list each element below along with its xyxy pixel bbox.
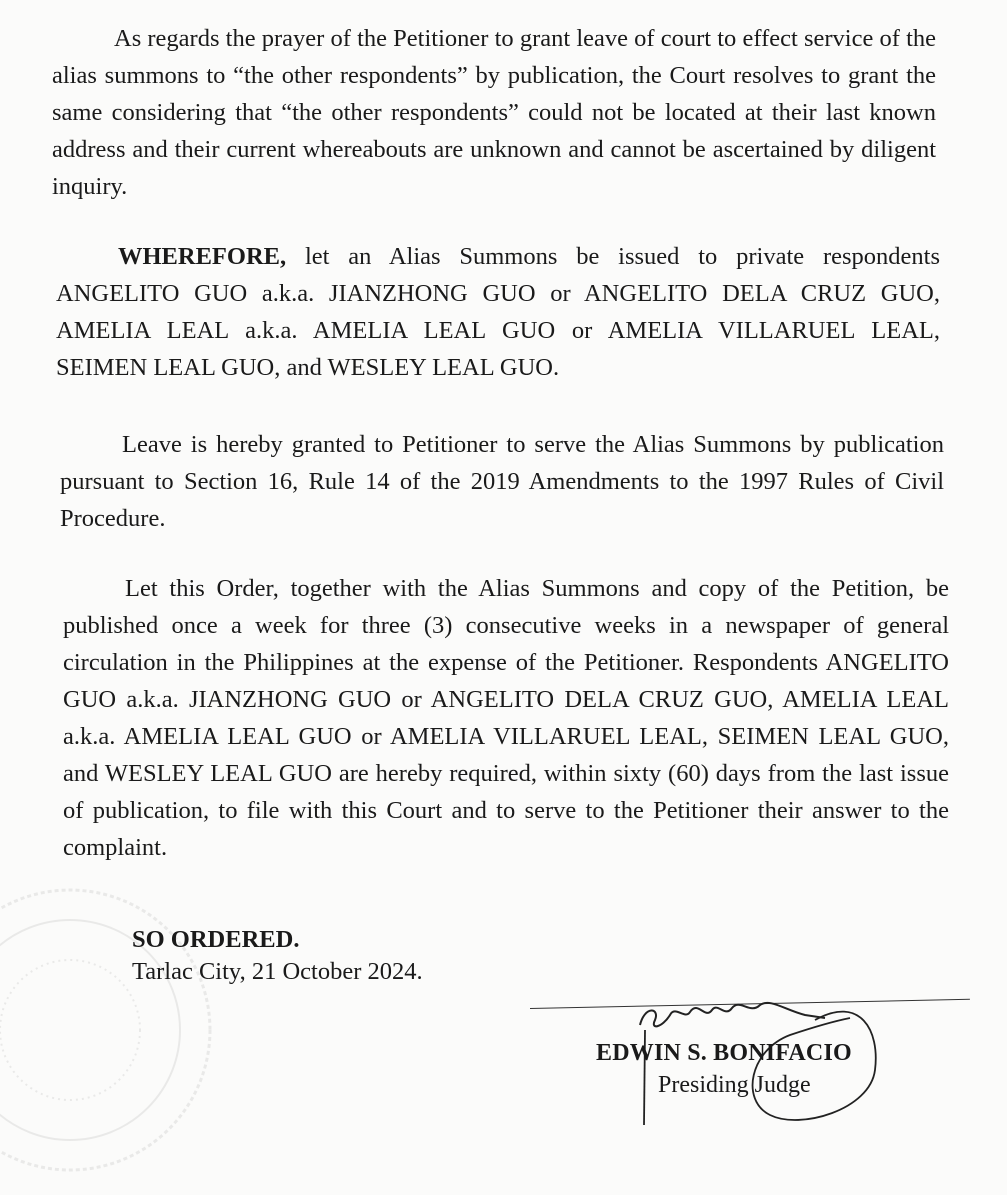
judge-title: Presiding Judge: [658, 1072, 811, 1098]
paragraph-leave-granted: Leave is hereby granted to Petitioner to serve the Alias Summons by publication pursuant to Section 16, Rule 14 of the 2019 Amendments to the 1997 Rules of Civil Procedure.: [60, 431, 944, 532]
judge-name: EDWIN S. BONIFACIO: [596, 1040, 852, 1066]
embossed-seal-watermark: [0, 880, 220, 1180]
so-ordered: SO ORDERED.: [132, 926, 300, 953]
place-and-date: Tarlac City, 21 October 2024.: [132, 958, 423, 985]
paragraph-wherefore: [56, 238, 940, 386]
wherefore-lead: WHEREFORE,: [118, 243, 287, 270]
wherefore-text: let an Alias Summons be issued to private respondents ANGELITO GUO a.k.a. JIANZHONG GUO or ANGELITO DELA CRUZ GUO, AMELIA LEAL a.k.a. AMELIA LEAL GUO or AMELIA VILLARUEL LEAL, SEIMEN LEAL GUO, and WESLEY LEAL GUO.: [56, 243, 940, 381]
paragraph-publication-leave: As regards the prayer of the Petitioner to grant leave of court to effect service of the alias summons to “the other respondents” by publication, the Court resolves to grant the same considering that “the other respondents” could not be located at their last known address and their current whereabouts are unknown and cannot be ascertained by diligent inquiry.: [52, 25, 936, 200]
paragraph-publication-order: Let this Order, together with the Alias Summons and copy of the Petition, be published once a week for three (3) consecutive weeks in a newspaper of general circulation in the Philippines at the expense of the Petitioner. Respondents ANGELITO GUO a.k.a. JIANZHONG GUO or ANGELITO DELA CRUZ GUO, AMELIA LEAL a.k.a. AMELIA LEAL GUO or AMELIA VILLARUEL LEAL, SEIMEN LEAL GUO, and WESLEY LEAL GUO are hereby required, within sixty (60) days from the last issue of publication, to file with this Court and to serve to the Petitioner their answer to the complaint.: [63, 575, 949, 861]
